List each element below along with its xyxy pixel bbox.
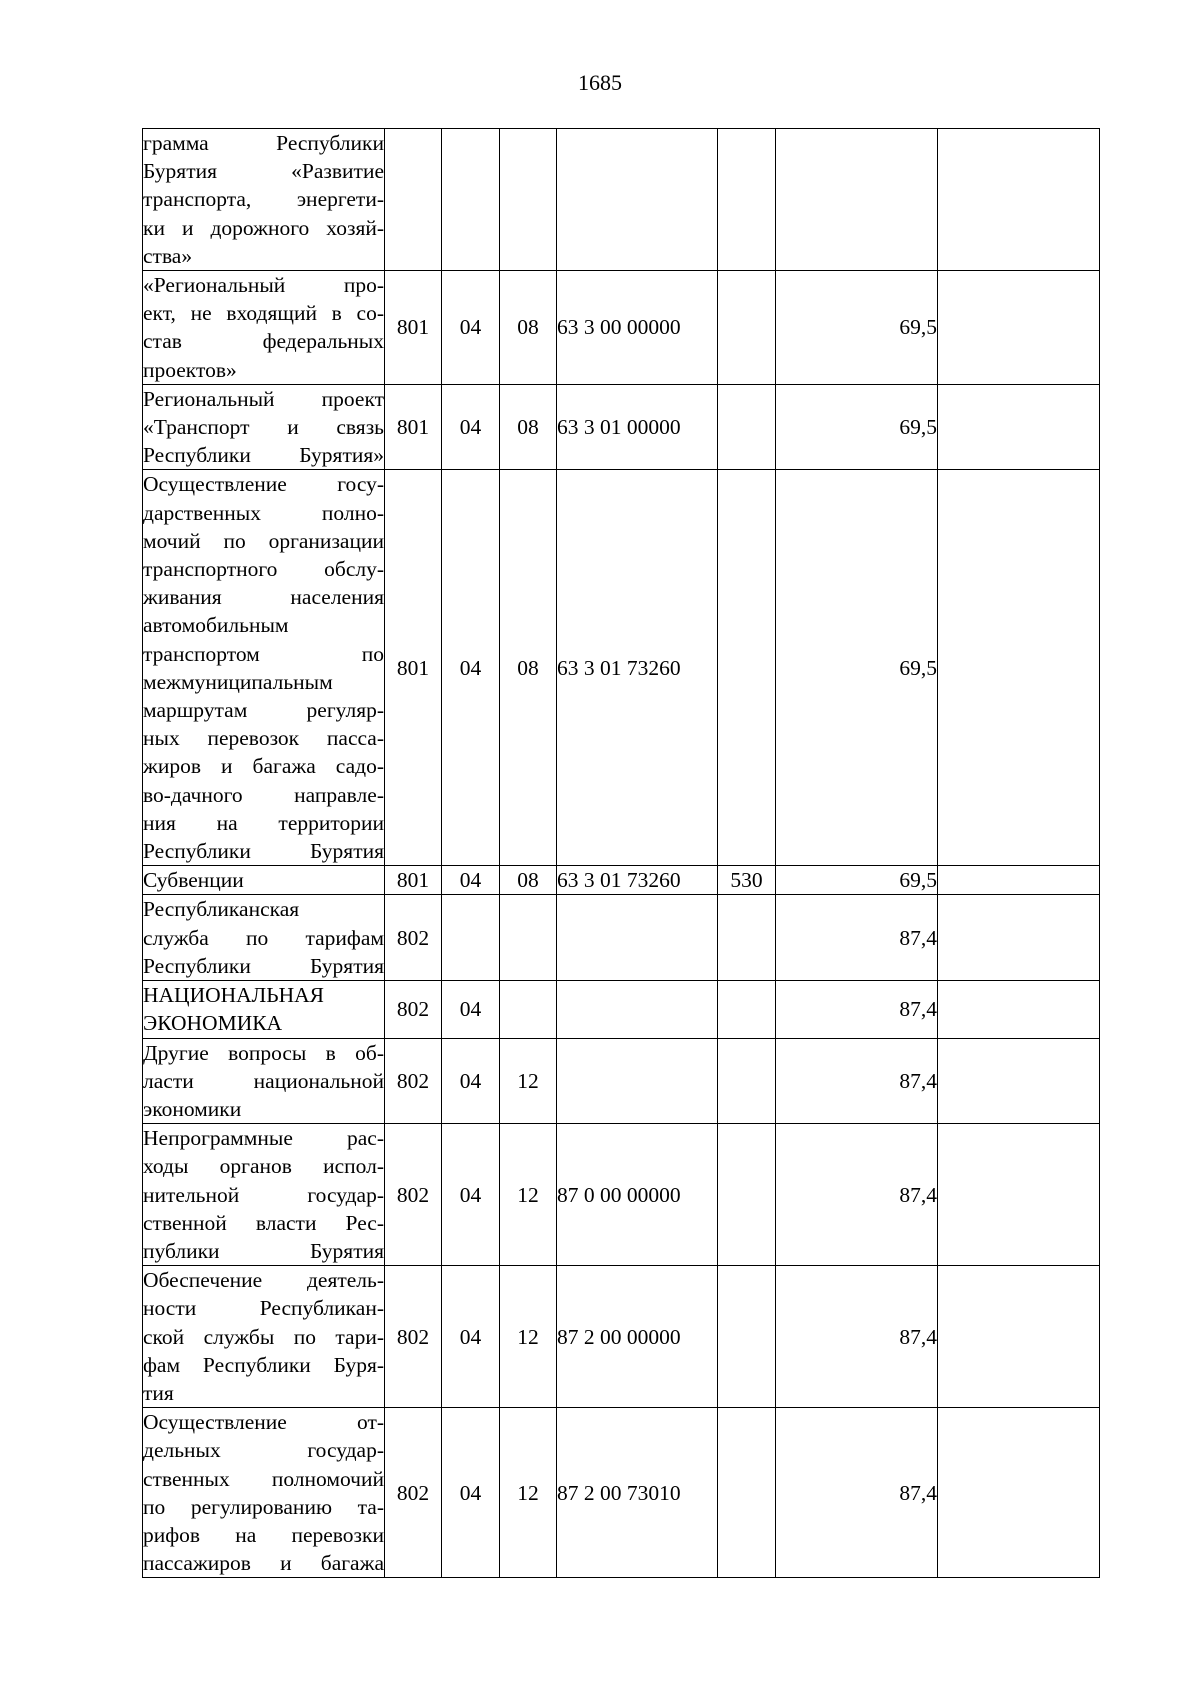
row-description — [143, 129, 385, 271]
page-number: 1685 — [578, 70, 622, 95]
ministry-code: 801 — [385, 470, 442, 866]
row-description — [143, 384, 385, 470]
ministry-code — [385, 129, 442, 271]
ministry-code: 802 — [385, 1408, 442, 1578]
description-line: публики Бурятия — [143, 1238, 384, 1263]
description-line: «Транспорт и связь — [143, 415, 384, 440]
description-line: ект, не входящий в со- — [143, 301, 384, 326]
table-row — [143, 129, 1100, 271]
section-code — [442, 129, 500, 271]
description-line: транспортного обслу- — [143, 557, 384, 582]
ministry-code: 802 — [385, 1266, 442, 1408]
section-code: 04 — [442, 1408, 500, 1578]
subsection-code — [500, 981, 557, 1038]
description-line: Республики Бурятия — [143, 839, 384, 864]
section-code: 04 — [442, 1266, 500, 1408]
description-line: НАЦИОНАЛЬНАЯ — [143, 983, 325, 1008]
description-line: дарственных полно- — [143, 500, 384, 525]
section-code: 04 — [442, 1124, 500, 1266]
amount-value: 87,4 — [776, 895, 938, 981]
extra-value — [938, 1124, 1100, 1266]
table-body — [143, 129, 1100, 1578]
section-code: 04 — [442, 271, 500, 385]
row-description — [143, 1038, 385, 1124]
ministry-code: 801 — [385, 866, 442, 895]
description-line: ласти национальной — [143, 1068, 384, 1093]
description-line: пассажиров и багажа — [143, 1551, 384, 1576]
description-line: Региональный проект — [143, 386, 384, 411]
amount-value: 87,4 — [776, 1124, 938, 1266]
row-description — [143, 470, 385, 866]
budget-table — [142, 128, 1100, 1578]
section-code: 04 — [442, 1038, 500, 1124]
expense-type-code — [718, 129, 776, 271]
target-article-code: 87 0 00 00000 — [557, 1124, 718, 1266]
extra-value — [938, 129, 1100, 271]
description-line: маршрутам регуляр- — [143, 698, 384, 723]
description-line: автомобильным — [143, 613, 289, 638]
description-line: ственной власти Рес- — [143, 1210, 384, 1235]
table-row — [143, 470, 1100, 866]
expense-type-code — [718, 981, 776, 1038]
description-line: Республиканская — [143, 897, 300, 922]
row-description — [143, 1266, 385, 1408]
subsection-code — [500, 895, 557, 981]
expense-type-code: 530 — [718, 866, 776, 895]
description-line: ственных полномочий — [143, 1466, 384, 1491]
description-line: экономики — [143, 1096, 242, 1121]
description-line: ходы органов испол- — [143, 1154, 384, 1179]
subsection-code: 12 — [500, 1038, 557, 1124]
ministry-code: 802 — [385, 895, 442, 981]
description-line: проектов» — [143, 357, 237, 382]
target-article-code: 63 3 01 00000 — [557, 384, 718, 470]
subsection-code: 12 — [500, 1124, 557, 1266]
row-description — [143, 1124, 385, 1266]
description-line: транспорта, энергети- — [143, 187, 384, 212]
subsection-code: 08 — [500, 271, 557, 385]
extra-value — [938, 866, 1100, 895]
description-line: жиров и багажа садо- — [143, 754, 384, 779]
target-article-code: 63 3 01 73260 — [557, 470, 718, 866]
extra-value — [938, 1266, 1100, 1408]
expense-type-code — [718, 1124, 776, 1266]
table-row — [143, 271, 1100, 385]
row-description — [143, 895, 385, 981]
target-article-code — [557, 129, 718, 271]
extra-value — [938, 470, 1100, 866]
row-description — [143, 1408, 385, 1578]
description-line: фам Республики Буря- — [143, 1352, 384, 1377]
extra-value — [938, 1408, 1100, 1578]
description-line: транспортом по — [143, 641, 384, 666]
expense-type-code — [718, 895, 776, 981]
description-line: Другие вопросы в об- — [143, 1040, 384, 1065]
ministry-code: 802 — [385, 981, 442, 1038]
table-row — [143, 1038, 1100, 1124]
subsection-code — [500, 129, 557, 271]
description-line: ности Республикан- — [143, 1296, 384, 1321]
description-line: ЭКОНОМИКА — [143, 1011, 283, 1036]
description-line: грамма Республики — [143, 131, 384, 155]
row-description — [143, 866, 385, 895]
description-line: ных перевозок пасса- — [143, 726, 384, 751]
description-line: рифов на перевозки — [143, 1522, 384, 1547]
target-article-code: 87 2 00 73010 — [557, 1408, 718, 1578]
section-code: 04 — [442, 981, 500, 1038]
row-description — [143, 981, 385, 1038]
ministry-code: 802 — [385, 1124, 442, 1266]
description-line: тия — [143, 1380, 174, 1405]
expense-type-code — [718, 271, 776, 385]
description-line: став федеральных — [143, 329, 384, 354]
description-line: Осуществление госу- — [143, 472, 384, 497]
extra-value — [938, 895, 1100, 981]
subsection-code: 08 — [500, 866, 557, 895]
expense-type-code — [718, 384, 776, 470]
amount-value: 87,4 — [776, 1266, 938, 1408]
description-line: межмуниципальным — [143, 669, 333, 694]
table-row — [143, 895, 1100, 981]
extra-value — [938, 271, 1100, 385]
subsection-code: 08 — [500, 384, 557, 470]
extra-value — [938, 384, 1100, 470]
description-line: «Региональный про- — [143, 273, 384, 298]
amount-value: 87,4 — [776, 981, 938, 1038]
table-row — [143, 866, 1100, 895]
description-line: ки и дорожного хозяй- — [143, 215, 384, 240]
target-article-code: 87 2 00 00000 — [557, 1266, 718, 1408]
description-line: нительной государ- — [143, 1182, 384, 1207]
section-code — [442, 895, 500, 981]
description-line: Республики Бурятия — [143, 953, 384, 978]
expense-type-code — [718, 1266, 776, 1408]
target-article-code — [557, 1038, 718, 1124]
description-line: мочий по организации — [143, 528, 384, 553]
ministry-code: 801 — [385, 271, 442, 385]
description-line: ния на территории — [143, 810, 384, 835]
section-code: 04 — [442, 866, 500, 895]
amount-value: 87,4 — [776, 1038, 938, 1124]
amount-value: 69,5 — [776, 470, 938, 866]
expense-type-code — [718, 1408, 776, 1578]
description-line: ской службы по тари- — [143, 1324, 384, 1349]
extra-value — [938, 1038, 1100, 1124]
table-row — [143, 1266, 1100, 1408]
table-row — [143, 384, 1100, 470]
target-article-code — [557, 895, 718, 981]
amount-value: 69,5 — [776, 866, 938, 895]
table-row — [143, 981, 1100, 1038]
amount-value — [776, 129, 938, 271]
description-line: Непрограммные рас- — [143, 1126, 384, 1151]
table-row — [143, 1124, 1100, 1266]
table-row — [143, 1408, 1100, 1578]
description-line: Субвенции — [143, 868, 244, 893]
description-line: по регулированию та- — [143, 1494, 384, 1519]
expense-type-code — [718, 470, 776, 866]
target-article-code: 63 3 00 00000 — [557, 271, 718, 385]
section-code: 04 — [442, 470, 500, 866]
amount-value: 69,5 — [776, 384, 938, 470]
row-description — [143, 271, 385, 385]
target-article-code — [557, 981, 718, 1038]
description-line: дельных государ- — [143, 1438, 384, 1463]
target-article-code: 63 3 01 73260 — [557, 866, 718, 895]
description-line: живания населения — [143, 585, 384, 610]
expense-type-code — [718, 1038, 776, 1124]
ministry-code: 801 — [385, 384, 442, 470]
description-line: ства» — [143, 243, 193, 268]
description-line: Бурятия «Развитие — [143, 159, 384, 184]
extra-value — [938, 981, 1100, 1038]
description-line: во-дачного направле- — [143, 782, 384, 807]
subsection-code: 12 — [500, 1266, 557, 1408]
description-line: Республики Бурятия» — [143, 443, 384, 468]
description-line: служба по тарифам — [143, 925, 384, 950]
description-line: Обеспечение деятель- — [143, 1268, 384, 1293]
subsection-code: 12 — [500, 1408, 557, 1578]
section-code: 04 — [442, 384, 500, 470]
ministry-code: 802 — [385, 1038, 442, 1124]
amount-value: 69,5 — [776, 271, 938, 385]
description-line: Осуществление от- — [143, 1410, 384, 1435]
subsection-code: 08 — [500, 470, 557, 866]
amount-value: 87,4 — [776, 1408, 938, 1578]
